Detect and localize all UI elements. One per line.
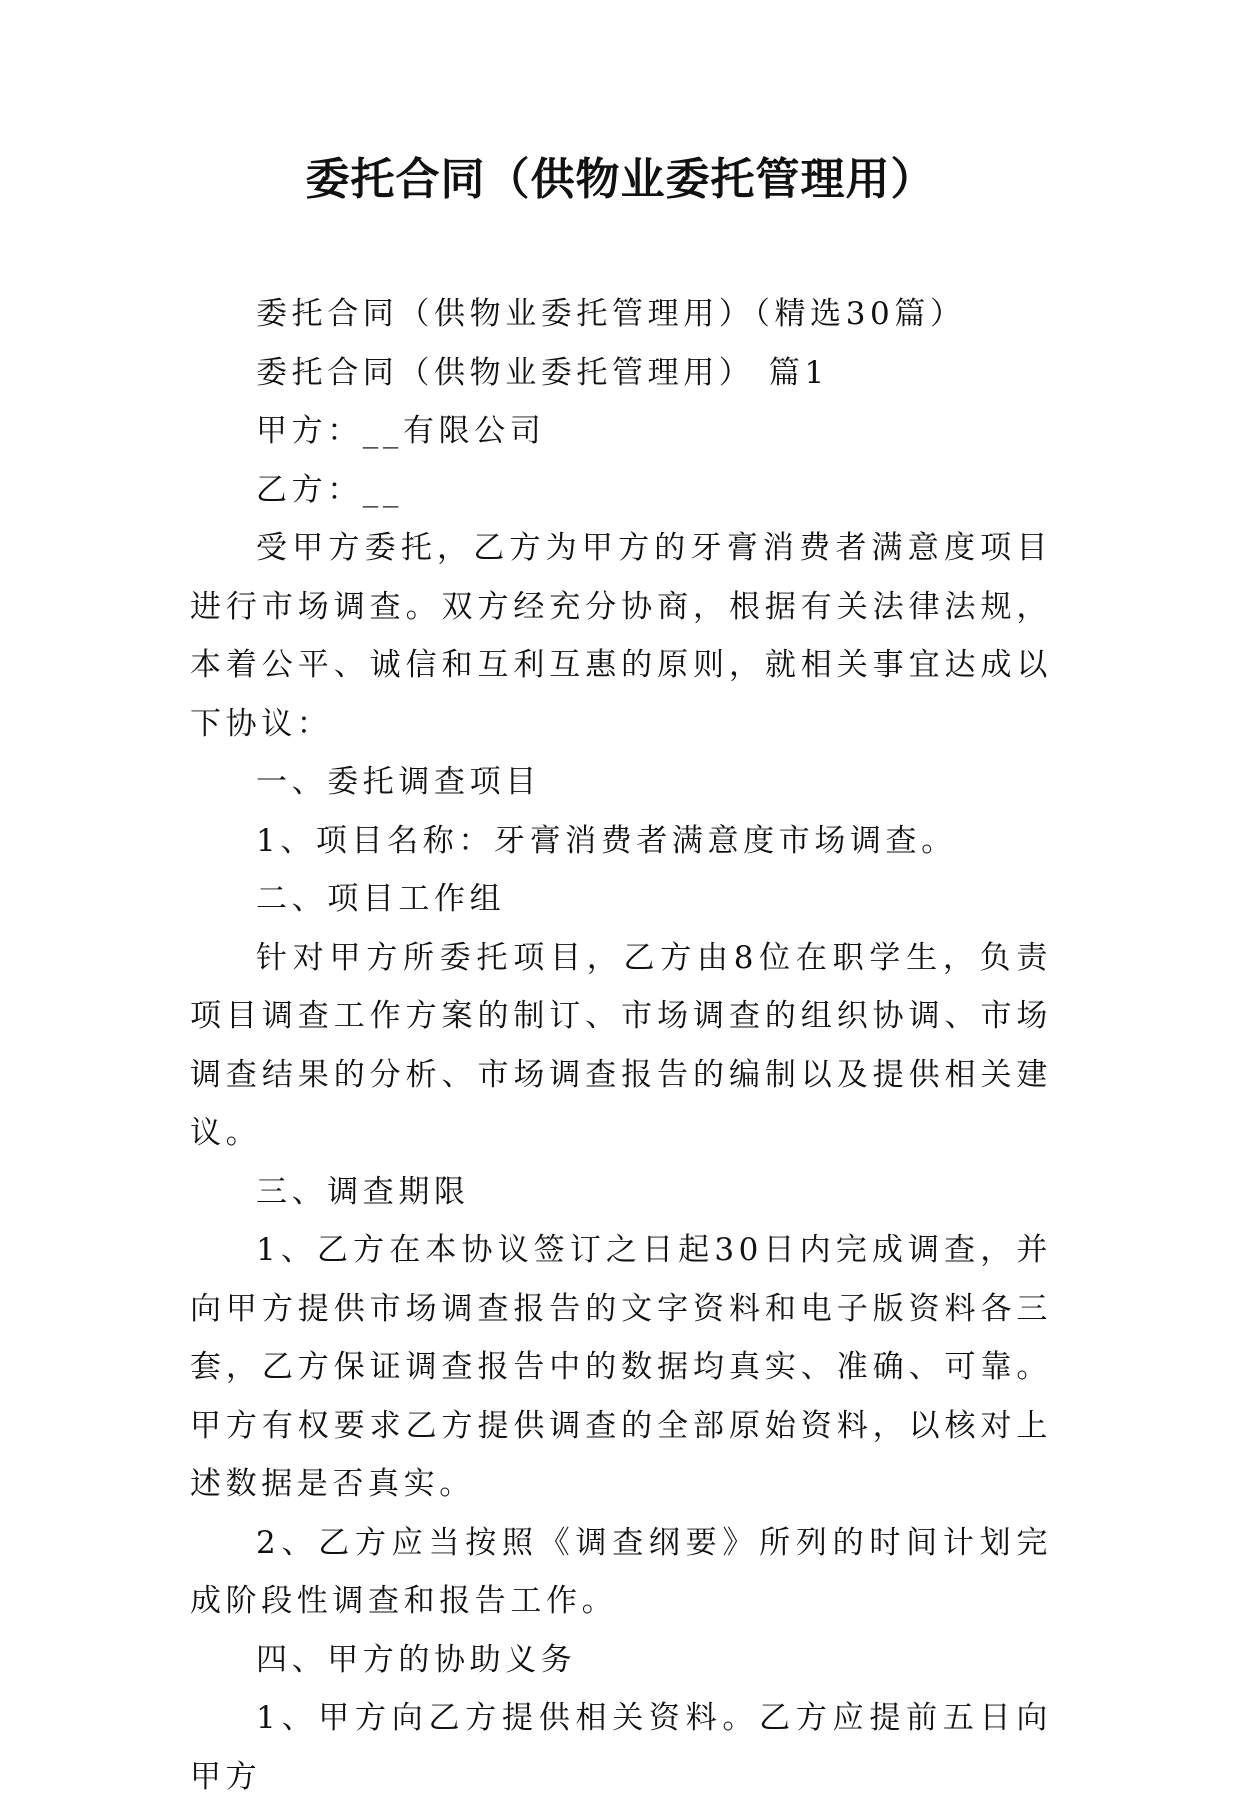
paragraph: 乙方：__ bbox=[256, 471, 403, 508]
section-heading: 四、甲方的协助义务 bbox=[256, 1641, 577, 1678]
paragraph: 委托合同（供物业委托管理用）（精选30篇） bbox=[256, 296, 966, 332]
document-body bbox=[190, 285, 1052, 1806]
document-title: 委托合同（供物业委托管理用） bbox=[305, 154, 936, 205]
paragraph: 受甲方委托，乙方为甲方的牙膏消费者满意度项目进行市场调查。双方经充分协商，根据有关法律法规，本着公平、诚信和互利互惠的原则，就相关事宜达成以下协议： bbox=[190, 530, 1052, 742]
paragraph: 甲方：__有限公司 bbox=[256, 413, 546, 449]
section-heading: 三、调查期限 bbox=[256, 1173, 470, 1210]
paragraph: 2、乙方应当按照《调查纲要》所列的时间计划完成阶段性调查和报告工作。 bbox=[190, 1524, 1052, 1619]
paragraph: 1、甲方向乙方提供相关资料。乙方应提前五日向甲方 bbox=[190, 1700, 1052, 1795]
section-heading: 二、项目工作组 bbox=[256, 881, 506, 917]
paragraph: 1、乙方在本协议签订之日起30日内完成调查，并向甲方提供市场调查报告的文字资料和电子版资料各三套，乙方保证调查报告中的数据均真实、准确、可靠。甲方有权要求乙方提供调查的全部原始资料，以核对上述数据是否真实。 bbox=[190, 1232, 1052, 1502]
paragraph: 针对甲方所委托项目，乙方由8位在职学生，负责项目调查工作方案的制订、市场调查的组织协调、市场调查结果的分析、市场调查报告的编制以及提供相关建议。 bbox=[190, 939, 1052, 1151]
section-heading: 一、委托调查项目 bbox=[256, 764, 541, 800]
paragraph: 1、项目名称：牙膏消费者满意度市场调查。 bbox=[256, 822, 957, 859]
paragraph: 委托合同（供物业委托管理用） 篇1 bbox=[256, 354, 829, 391]
